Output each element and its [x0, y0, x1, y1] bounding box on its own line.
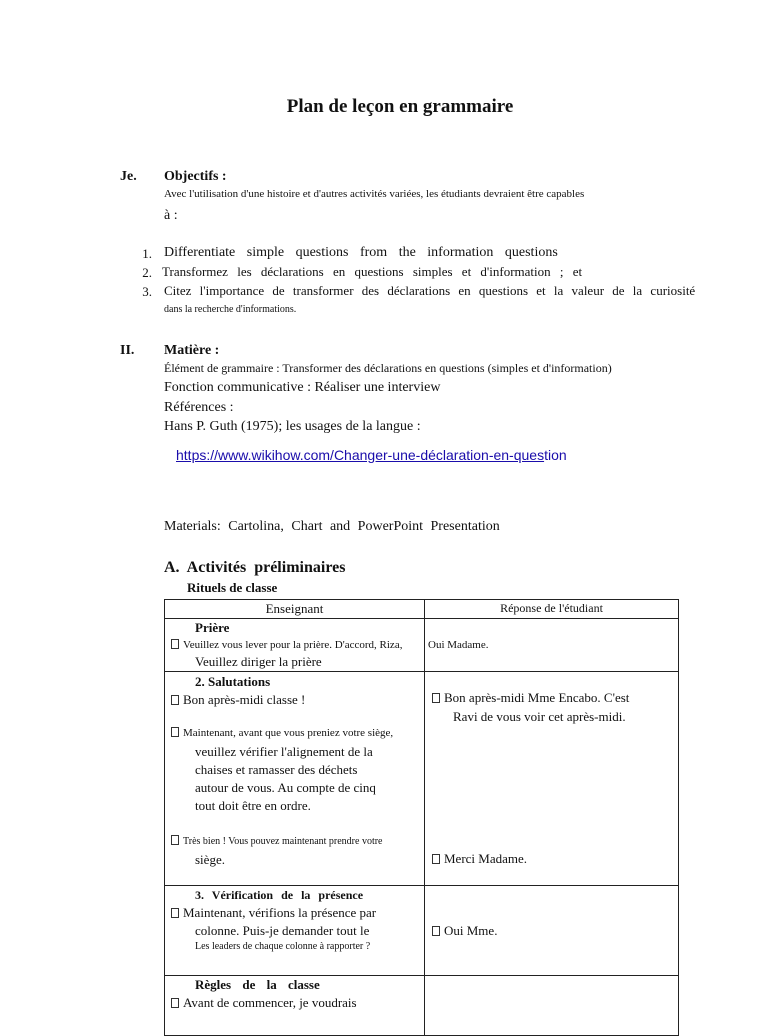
section-a-heading: A. Activités préliminaires — [164, 559, 346, 576]
section-1-number: Je. — [120, 169, 137, 184]
objective-3 — [164, 283, 695, 299]
salutations-instr-3: chaises et ramasser des déchets — [195, 762, 358, 777]
attendance-line-2: colonne. Puis-je demander tout le — [195, 923, 370, 938]
priere-line-1-text: Veuillez vous lever pour la prière. D'accord, Riza, — [183, 639, 403, 651]
objective-3-number: 3. — [142, 284, 152, 299]
header-teacher: Enseignant — [165, 600, 425, 619]
priere-response — [428, 639, 488, 651]
objective-1-number: 1. — [142, 246, 152, 261]
table-row — [165, 672, 679, 886]
rules-line-1-text: Avant de commencer, je voudrais — [183, 995, 357, 1010]
student-cell-rules — [425, 976, 679, 1036]
objective-1 — [164, 245, 578, 261]
communicative-function: Fonction communicative : Réaliser une interview — [164, 380, 441, 395]
class-rituals-table — [164, 599, 679, 1036]
objective-2-text: Transformez les déclarations en questions simples et d'information ; et — [162, 264, 583, 279]
bullet-icon — [432, 854, 440, 864]
row-title-priere: Prière — [195, 620, 230, 635]
salutations-thanks — [432, 851, 527, 867]
section-2-number: II. — [120, 343, 135, 358]
bullet-icon — [432, 926, 440, 936]
salutations-greeting — [171, 692, 305, 708]
objective-3-continuation: dans la recherche d'informations. — [164, 304, 297, 315]
table-row — [165, 976, 679, 1036]
salutations-sit-1-text: Très bien ! Vous pouvez maintenant prendre votre — [183, 836, 383, 847]
student-cell-priere — [425, 619, 679, 672]
objective-2-number: 2. — [142, 265, 152, 280]
salutations-instr-1 — [171, 727, 393, 739]
salutations-response-2: Ravi de vous voir cet après-midi. — [453, 709, 626, 724]
objective-1-text: Differentiate simple questions from the information questions — [164, 245, 558, 260]
priere-line-1 — [171, 639, 402, 651]
attendance-line-3: Les leaders de chaque colonne à rapporter ? — [195, 941, 371, 952]
section-2-title: Matière : — [164, 343, 220, 358]
table-row — [165, 619, 679, 672]
salutations-response-1-text: Bon après-midi Mme Encabo. C'est — [444, 690, 630, 705]
salutations-instr-2: veuillez vérifier l'alignement de la — [195, 744, 373, 759]
row-title-attendance: 3. Vérification de la présence — [195, 888, 364, 902]
objectives-intro-2: à : — [164, 208, 178, 223]
table-header-row — [165, 600, 679, 619]
teacher-cell-rules — [165, 976, 425, 1036]
bullet-icon — [432, 693, 440, 703]
bullet-icon — [171, 727, 179, 737]
page-title: Plan de leçon en grammaire — [286, 96, 514, 117]
objective-3-text: Citez l'importance de transformer des déclarations en questions et la valeur de la curiosité — [164, 283, 696, 298]
priere-response-text: Oui Madame. — [428, 639, 489, 651]
bullet-icon — [171, 639, 179, 649]
rules-line-1 — [171, 995, 357, 1011]
header-student: Réponse de l'étudiant — [425, 600, 679, 619]
attendance-response-text: Oui Mme. — [444, 923, 498, 938]
wikihow-link-underlined[interactable]: https://www.wikihow.com/Changer-une-déclaration-en-ques — [176, 447, 545, 463]
teacher-cell-priere — [165, 619, 425, 672]
salutations-thanks-text: Merci Madame. — [444, 851, 528, 866]
references-label: Références : — [164, 400, 234, 415]
bullet-icon — [171, 695, 179, 705]
grammar-item: Élément de grammaire : Transformer des déclarations en questions (simples et d'information) — [164, 361, 612, 375]
salutations-instr-5: tout doit être en ordre. — [195, 798, 311, 813]
salutations-response-1 — [432, 690, 629, 706]
salutations-sit-1 — [171, 835, 383, 847]
bullet-icon — [171, 998, 179, 1008]
attendance-response — [432, 923, 497, 939]
salutations-greeting-text: Bon après-midi classe ! — [183, 692, 306, 707]
row-title-rules: Règles de la classe — [195, 977, 320, 992]
section-a-subheading: Rituels de classe — [187, 580, 278, 595]
teacher-cell-salutations — [165, 672, 425, 886]
priere-line-2: Veuillez diriger la prière — [195, 654, 322, 669]
materials: Materials: Cartolina, Chart and PowerPoint Presentation — [164, 519, 500, 534]
bullet-icon — [171, 908, 179, 918]
reference-guth: Hans P. Guth (1975); les usages de la langue : — [164, 419, 421, 434]
salutations-instr-1-text: Maintenant, avant que vous preniez votre siège, — [183, 727, 394, 739]
objective-2 — [162, 264, 582, 280]
objectives-intro: Avec l'utilisation d'une histoire et d'autres activités variées, les étudiants devraient être capables — [164, 188, 585, 200]
student-cell-attendance — [425, 886, 679, 976]
table-row — [165, 886, 679, 976]
salutations-sit-2: siège. — [195, 852, 225, 867]
row-title-salutations: 2. Salutations — [195, 674, 271, 689]
bullet-icon — [171, 835, 179, 845]
attendance-line-1-text: Maintenant, vérifions la présence par — [183, 905, 377, 920]
salutations-instr-4: autour de vous. Au compte de cinq — [195, 780, 376, 795]
student-cell-salutations — [425, 672, 679, 886]
wikihow-link-rest[interactable]: tion — [544, 447, 567, 463]
wikihow-link[interactable] — [176, 447, 567, 463]
section-1-title: Objectifs : — [164, 169, 227, 184]
teacher-cell-attendance — [165, 886, 425, 976]
attendance-line-1 — [171, 905, 376, 921]
